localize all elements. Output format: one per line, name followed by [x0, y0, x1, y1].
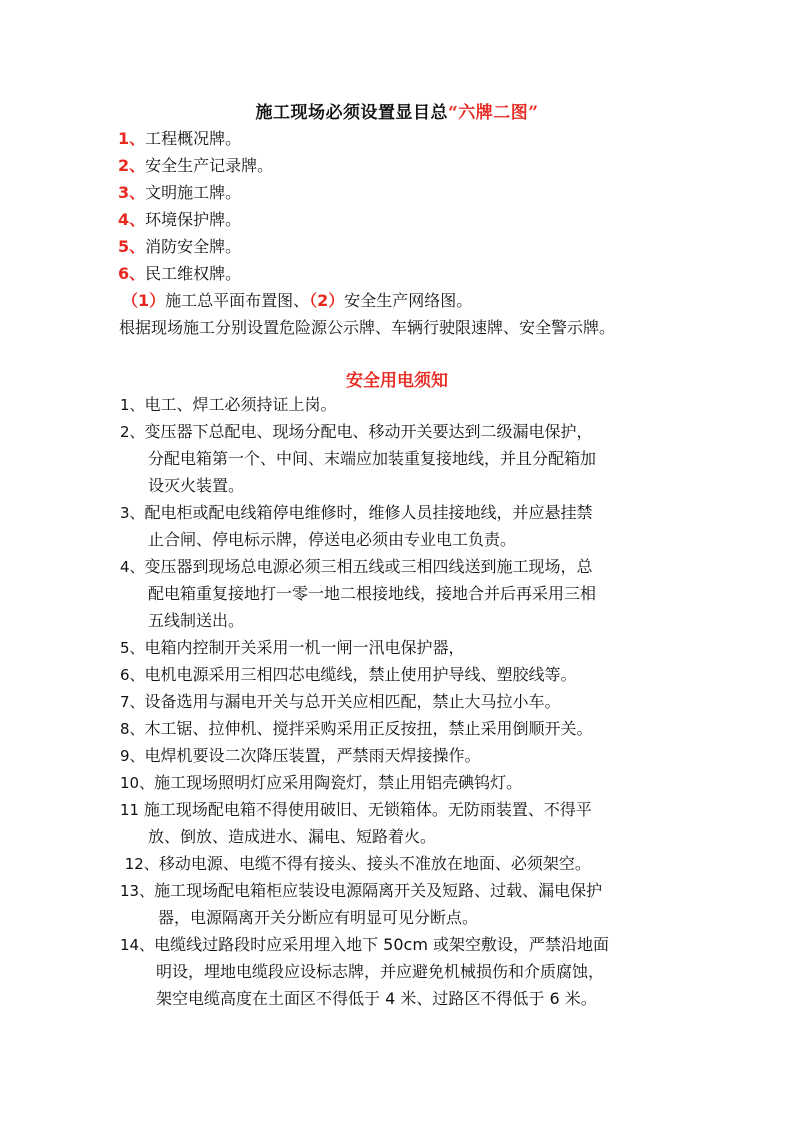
item-number: 1、 [118, 129, 146, 148]
rule-line [120, 418, 690, 445]
diagram-text: 安全生产网络图。 [344, 291, 473, 310]
item-text: 安全生产记录牌。 [145, 156, 274, 175]
rule-number: 11 [120, 801, 144, 819]
rule-line [120, 445, 690, 472]
rule-line [120, 877, 690, 904]
list-item [118, 260, 718, 287]
list-item [118, 179, 718, 206]
rule-line [120, 796, 690, 823]
rule-text: 施工现场配电箱不得使用破旧、无锁箱体。无防雨装置、不得平 [143, 800, 592, 819]
rule-text: 变压器下总配电、现场分配电、移动开关要达到二级漏电保护， [144, 422, 593, 441]
rule-line [120, 688, 690, 715]
diagram-text: 施工总平面布置图、 [165, 291, 310, 310]
rule-line [120, 958, 690, 985]
rule-text: 施工现场照明灯应采用陶瓷灯，禁止用铝壳碘钨灯。 [154, 773, 523, 792]
item-number: 4、 [118, 210, 146, 229]
title-highlight: “六牌二图” [447, 103, 539, 123]
diagram-number: （2） [309, 291, 345, 310]
rule-line [120, 391, 690, 418]
rule-text: 明设，埋地电缆段应设标志牌，并应避免机械损伤和介质腐蚀， [156, 962, 605, 981]
rule-line [120, 661, 690, 688]
rule-number: 2、 [120, 423, 145, 441]
rule-text: 配电箱重复接地打一零一地二根接地线，接地合并后再采用三相 [148, 584, 597, 603]
note-line: 根据现场施工分别设置危险源公示牌、车辆行驶限速牌、安全警示牌。 [119, 318, 616, 337]
rule-number: 14、 [120, 936, 155, 954]
rule-text: 电缆线过路段时应采用埋入地下 50cm 或架空敷设，严禁沿地面 [154, 935, 610, 954]
rule-text: 电机电源采用三相四芯电缆线，禁止使用护导线、塑胶线等。 [144, 665, 577, 684]
title-main: 施工现场必须设置显目总 [255, 103, 448, 123]
rule-text: 施工现场配电箱柜应装设电源隔离开关及短路、过载、漏电保护 [154, 881, 603, 900]
item-text: 消防安全牌。 [145, 237, 242, 256]
rule-line [120, 580, 690, 607]
rule-line [120, 769, 690, 796]
diagram-number: （1） [122, 291, 166, 310]
section-title: 安全用电须知 [346, 371, 448, 391]
rule-line [120, 634, 690, 661]
rule-number: 10、 [120, 774, 155, 792]
rule-number: 4、 [120, 558, 145, 576]
rule-line [120, 823, 690, 850]
list-item [118, 206, 718, 233]
signs-list [118, 125, 718, 287]
rule-line [120, 850, 690, 877]
item-number: 5、 [118, 237, 146, 256]
rule-text: 止合闸、停电标示牌，停送电必须由专业电工负责。 [148, 530, 517, 549]
rule-text: 木工锯、拉伸机、搅拌采购采用正反按扭，禁止采用倒顺开关。 [144, 719, 593, 738]
rule-line [120, 553, 690, 580]
rule-text: 移动电源、电缆不得有接头、接头不准放在地面、必须架空。 [158, 854, 591, 873]
rule-text: 五线制送出。 [148, 611, 245, 630]
rule-line [120, 742, 690, 769]
rule-text: 配电柜或配电线箱停电维修时，维修人员挂接地线，并应悬挂禁 [144, 503, 593, 522]
rule-number: 9、 [120, 747, 145, 765]
item-text: 文明施工牌。 [145, 183, 242, 202]
rule-number: 8、 [120, 720, 145, 738]
rule-number: 13、 [120, 882, 155, 900]
rule-text: 变压器到现场总电源必须三相五线或三相四线送到施工现场，总 [144, 557, 593, 576]
rule-number: 6、 [120, 666, 145, 684]
rule-text: 电工、焊工必须持证上岗。 [144, 395, 337, 414]
document-title [0, 98, 794, 123]
rule-line [120, 607, 690, 634]
rule-number: 7、 [120, 693, 145, 711]
rule-line [120, 499, 690, 526]
item-text: 工程概况牌。 [145, 129, 242, 148]
item-number: 3、 [118, 183, 146, 202]
rule-line [120, 985, 690, 1012]
rule-line [120, 715, 690, 742]
list-item [118, 233, 718, 260]
rule-text: 器，电源隔离开关分断应有明显可见分断点。 [158, 908, 479, 927]
rule-text: 架空电缆高度在土面区不得低于 4 米、过路区不得低于 6 米。 [156, 989, 597, 1008]
rule-line [120, 931, 690, 958]
rule-line [120, 526, 690, 553]
rule-text: 分配电箱第一个、中间、末端应加装重复接地线，并且分配箱加 [148, 449, 597, 468]
list-item [118, 125, 718, 152]
rule-text: 放、倒放、造成进水、漏电、短路着火。 [148, 827, 437, 846]
rule-number: 3、 [120, 504, 145, 522]
item-text: 环境保护牌。 [145, 210, 242, 229]
rule-number: 1、 [120, 396, 145, 414]
item-text: 民工维权牌。 [145, 264, 242, 283]
rule-number: 12、 [120, 855, 159, 873]
item-number: 2、 [118, 156, 146, 175]
item-number: 6、 [118, 264, 146, 283]
rule-text: 设备选用与漏电开关与总开关应相匹配，禁止大马拉小车。 [144, 692, 561, 711]
rule-text: 电焊机要设二次降压装置，严禁雨天焊接操作。 [144, 746, 481, 765]
rule-line [120, 472, 690, 499]
diagrams-line [122, 287, 472, 314]
rule-text: 电箱内控制开关采用一机一闸一汛电保护器， [144, 638, 465, 657]
list-item [118, 152, 718, 179]
rule-number: 5、 [120, 639, 145, 657]
rules-list [120, 391, 690, 1012]
rule-line [120, 904, 690, 931]
rule-text: 设灭火装置。 [148, 476, 245, 495]
